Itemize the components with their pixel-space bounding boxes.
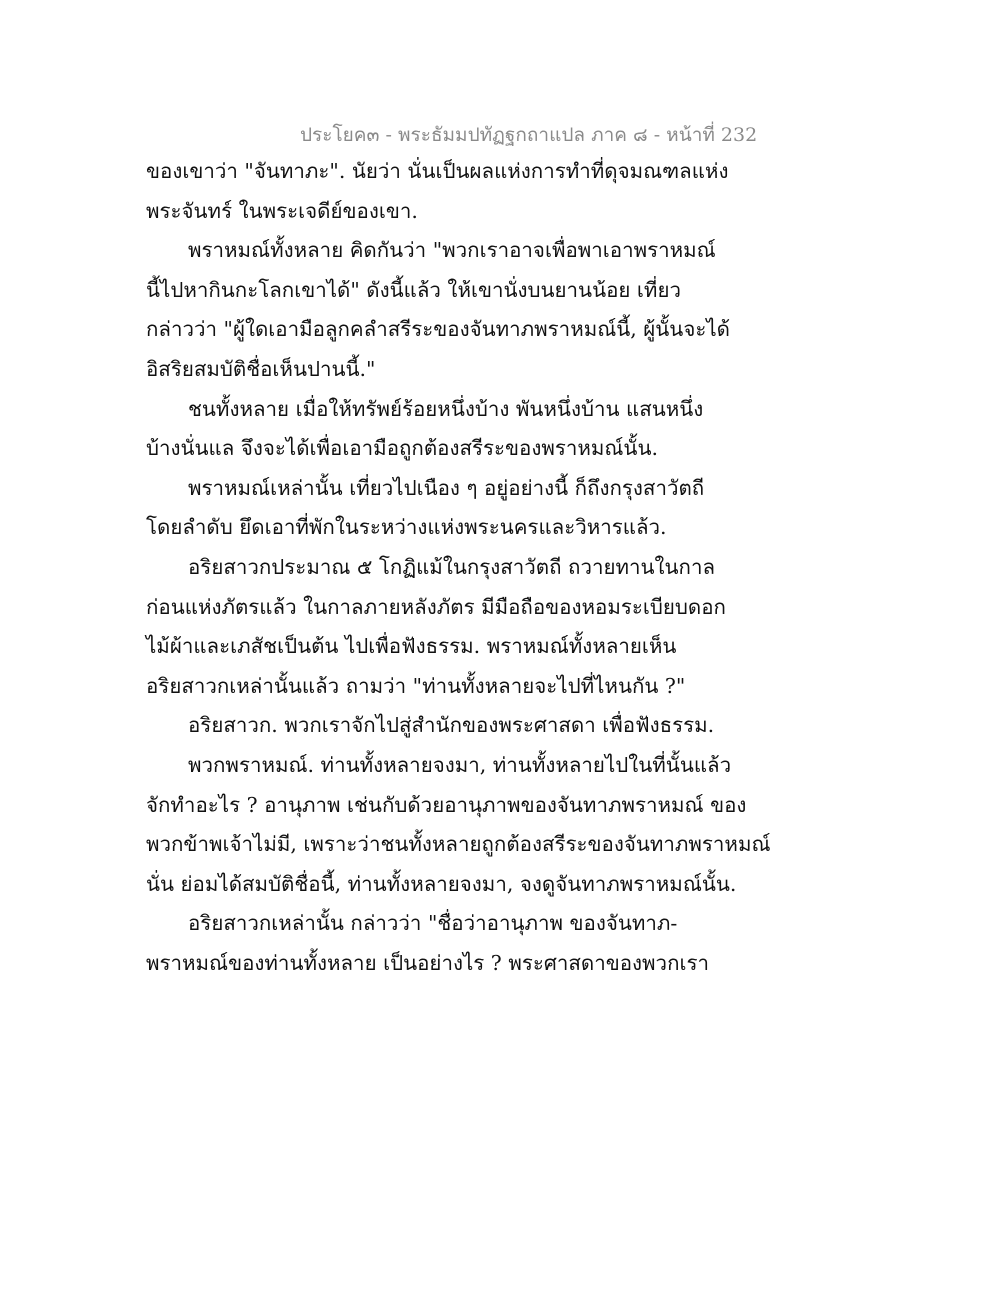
text-line-17: จักทำอะไร ? อานุภาพ เช่นกับด้วยอานุภาพของจันทาภพราหมณ์ ของ [146,792,747,817]
text-line-12: ก่อนแห่งภัตรแล้ว ในกาลภายหลังภัตร มีมือถือของหอมระเบียบดอก [146,594,726,619]
text-line-5: กล่าวว่า "ผู้ใดเอามือลูกคลำสรีระของจันทาภพราหมณ์นี้, ผู้นั้นจะได้ [146,317,730,342]
text-line-21: พราหมณ์ของท่านทั้งหลาย เป็นอย่างไร ? พระศาสดาของพวกเรา [146,950,710,975]
body-text [146,152,771,983]
running-header: ประโยค๓ - พระธัมมปทัฏฐกถาแปล ภาค ๘ - หน้าที่ 232 [300,124,758,146]
text-line-2: พระจันทร์ ในพระเจดีย์ของเขา. [146,198,418,223]
text-line-15: อริยสาวก. พวกเราจักไปสู่สำนักของพระศาสดา เพื่อฟังธรรม. [188,713,715,738]
text-line-7: ชนทั้งหลาย เมื่อให้ทรัพย์ร้อยหนึ่งบ้าง พันหนึ่งบ้าน แสนหนึ่ง [188,396,704,421]
text-line-9: พราหมณ์เหล่านั้น เที่ยวไปเนือง ๆ อยู่อย่างนี้ ก็ถึงกรุงสาวัตถี [188,475,705,500]
text-line-10: โดยลำดับ ยึดเอาที่พักในระหว่างแห่งพระนครและวิหารแล้ว. [146,515,667,540]
text-line-8: บ้างนั่นแล จึงจะได้เพื่อเอามือถูกต้องสรีระของพราหมณ์นั้น. [146,436,658,461]
text-line-18: พวกข้าพเจ้าไม่มี, เพราะว่าชนทั้งหลายถูกต้องสรีระของจันทาภพราหมณ์ [146,832,771,857]
text-line-20: อริยสาวกเหล่านั้น กล่าวว่า "ชื่อว่าอานุภาพ ของจันทาภ- [188,911,678,936]
text-line-4: นี้ไปหากินกะโลกเขาได้" ดังนี้แล้ว ให้เขานั่งบนยานน้อย เที่ยว [146,277,681,302]
text-line-6: อิสริยสมบัติชื่อเห็นปานนี้." [146,356,376,381]
text-line-1: ของเขาว่า "จันทาภะ". นัยว่า นั่นเป็นผลแห่งการทำที่ดุจมณฑลแห่ง [146,159,729,183]
text-line-13: ไม้ผ้าและเภสัชเป็นต้น ไปเพื่อฟังธรรม. พราหมณ์ทั้งหลายเห็น [146,634,677,659]
text-line-19: นั่น ย่อมได้สมบัติชื่อนี้, ท่านทั้งหลายจงมา, จงดูจันทาภพราหมณ์นั้น. [146,871,737,896]
text-line-16: พวกพราหมณ์. ท่านทั้งหลายจงมา, ท่านทั้งหลายไปในที่นั้นแล้ว [188,752,732,777]
text-line-14: อริยสาวกเหล่านั้นแล้ว ถามว่า "ท่านทั้งหลายจะไปที่ไหนกัน ?" [146,673,686,698]
text-line-3: พราหมณ์ทั้งหลาย คิดกันว่า "พวกเราอาจเพื่อพาเอาพราหมณ์ [188,238,716,263]
text-line-11: อริยสาวกประมาณ ๕ โกฏิแม้ในกรุงสาวัตถี ถวายทานในกาล [188,554,716,579]
